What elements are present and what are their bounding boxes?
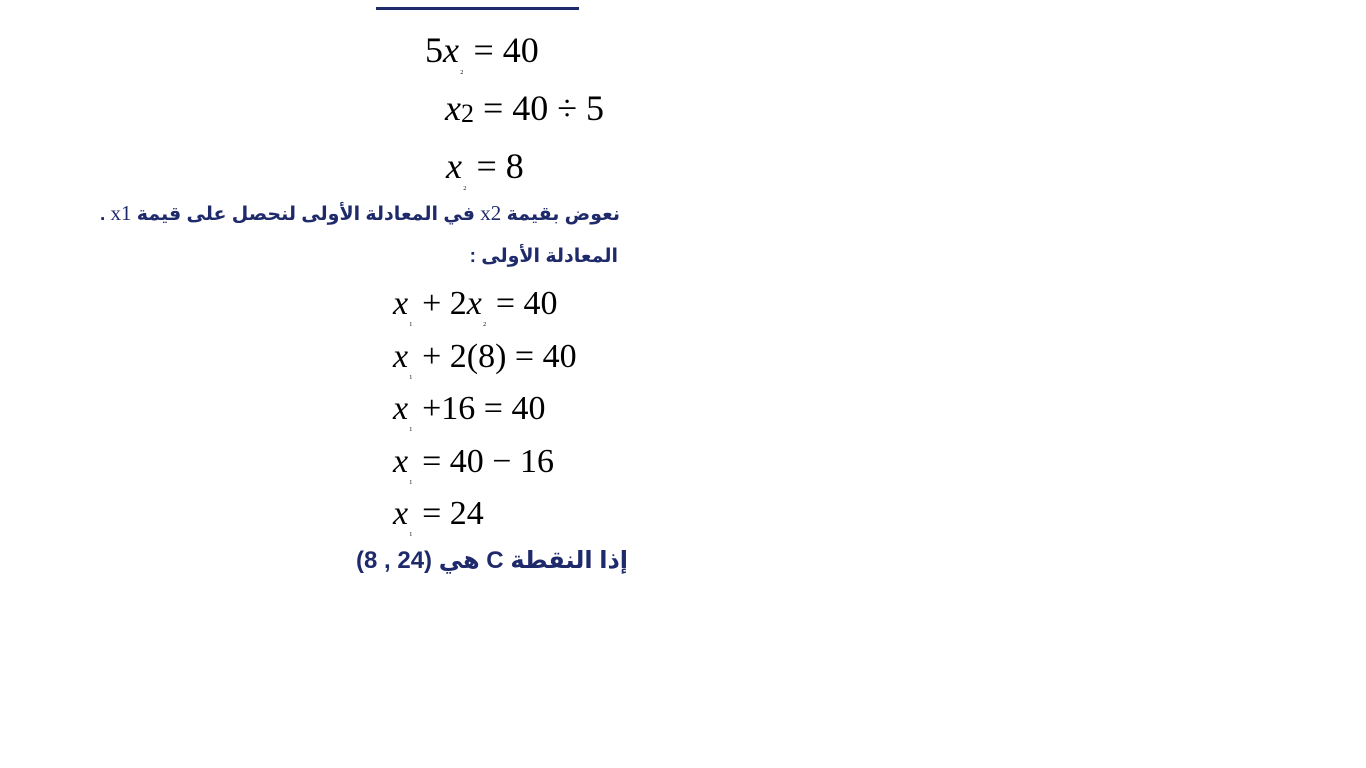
equation-rhs: = 24 (422, 495, 484, 532)
substitution-instruction (100, 203, 620, 224)
variable-x: x (393, 285, 409, 322)
point-label: C (486, 547, 504, 574)
subscript: ₁ (409, 526, 413, 537)
subscript: ₂ (459, 64, 464, 75)
variable-x: x (393, 495, 409, 532)
equation-rhs: = 40 (495, 285, 558, 322)
subscript: ₂ (482, 316, 487, 327)
equation-x2-eq-8 (446, 148, 524, 191)
variable-x: x (446, 146, 462, 186)
first-equation-label: المعادلة الأولى : (469, 246, 618, 267)
variable-x: x (393, 390, 409, 427)
equation-5x2-eq-40 (425, 32, 539, 75)
point-coordinates: (8 , 24) (356, 547, 433, 574)
instruction-text-1: نعوض بقيمة (506, 204, 620, 225)
variable-x: x (445, 88, 461, 128)
variable-x: x (393, 443, 409, 480)
subscript: ₁ (409, 316, 413, 327)
subscript: 2 (460, 99, 474, 128)
conclusion-point-c (356, 549, 628, 573)
instruction-x2: x2 (480, 201, 502, 225)
instruction-end: . (99, 204, 106, 225)
variable-x: x (393, 338, 409, 375)
equation-x1-plus-2x2-eq-40 (393, 287, 558, 327)
equation-rhs: = 40 ÷ 5 (482, 88, 605, 128)
subscript: ₁ (409, 421, 413, 432)
fraction-divider-line (376, 7, 579, 10)
equation-x1-eq-24 (393, 497, 484, 537)
coefficient: 5 (425, 30, 443, 70)
equation-term: + 2 (422, 285, 467, 322)
conclusion-text-2: هي (438, 547, 480, 574)
variable-x: x (466, 285, 482, 322)
equation-rhs: = 40 − 16 (422, 443, 554, 480)
equation-x1-plus-16-eq-40 (393, 392, 545, 432)
conclusion-text-1: إذا النقطة (510, 547, 628, 574)
instruction-text-2: في المعادلة الأولى لنحصل على قيمة (136, 204, 475, 225)
equation-x1-eq-40-minus-16 (393, 445, 554, 485)
equation-rhs: + 2(8) = 40 (422, 338, 577, 375)
equation-x2-eq-40-div-5 (445, 90, 604, 127)
equation-rhs: = 40 (473, 30, 539, 70)
equation-x1-plus-2-8-eq-40 (393, 340, 577, 380)
subscript: ₂ (462, 180, 467, 191)
equation-rhs: = 8 (476, 146, 524, 186)
variable-x: x (443, 30, 459, 70)
subscript: ₁ (409, 474, 413, 485)
equation-rhs: +16 = 40 (422, 390, 546, 427)
subscript: ₁ (409, 369, 413, 380)
instruction-x1: x1 (110, 201, 132, 225)
